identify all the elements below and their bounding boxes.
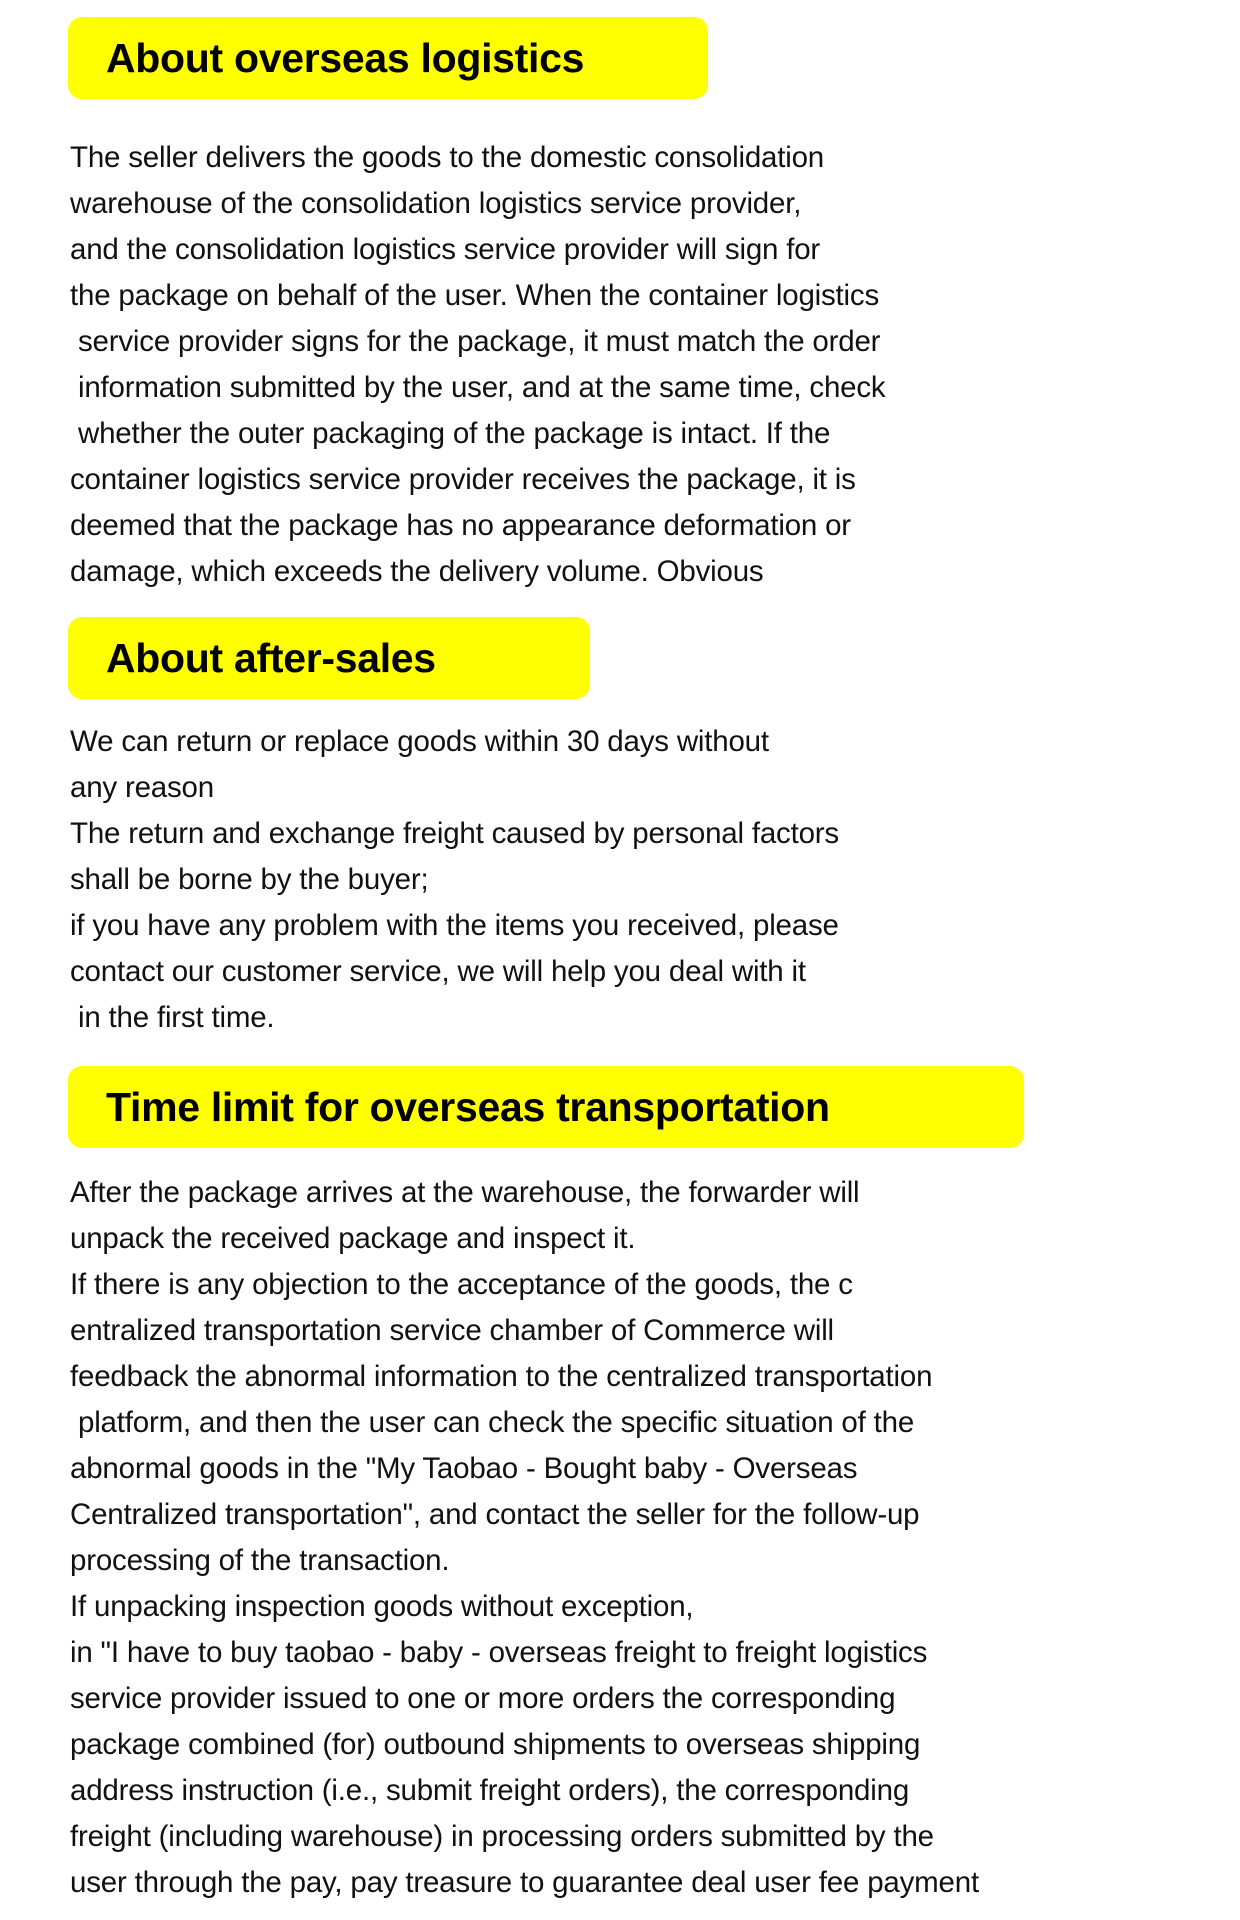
heading-transport-time-limit <box>68 1066 1024 1148</box>
section-title: Time limit for overseas transportation <box>106 1083 830 1130</box>
paragraph-line: unpack the received package and inspect it. <box>70 1222 636 1255</box>
paragraph-line: in "I have to buy taobao - baby - overseas freight to freight logistics <box>70 1636 928 1669</box>
section-title: About after-sales <box>106 634 436 681</box>
heading-overseas-logistics <box>68 17 708 99</box>
paragraph-line: abnormal goods in the "My Taobao - Bought baby - Overseas <box>70 1452 858 1485</box>
paragraph-line: shall be borne by the buyer; <box>70 863 429 896</box>
paragraph-line: We can return or replace goods within 30 days without <box>70 725 769 758</box>
paragraph-line: in the first time. <box>70 1001 275 1034</box>
paragraph-line: entralized transportation service chamber of Commerce will <box>70 1314 834 1347</box>
paragraph-line: After the package arrives at the warehouse, the forwarder will <box>70 1176 860 1209</box>
transport-time-limit-text <box>70 1170 1220 1906</box>
paragraph-line: The return and exchange freight caused by personal factors <box>70 817 839 850</box>
paragraph-line: service provider issued to one or more orders the corresponding <box>70 1682 896 1715</box>
paragraph-line: deemed that the package has no appearance deformation or <box>70 509 851 542</box>
paragraph-line: package combined (for) outbound shipments to overseas shipping <box>70 1728 921 1761</box>
paragraph-line: platform, and then the user can check the specific situation of the <box>70 1406 915 1439</box>
paragraph-line: and the consolidation logistics service provider will sign for <box>70 233 821 266</box>
paragraph-line: freight (including warehouse) in processing orders submitted by the <box>70 1820 934 1853</box>
paragraph-line: address instruction (i.e., submit freight orders), the corresponding <box>70 1774 910 1807</box>
paragraph-line: if you have any problem with the items you received, please <box>70 909 839 942</box>
paragraph-line: The seller delivers the goods to the domestic consolidation <box>70 141 824 174</box>
after-sales-text <box>70 719 1220 1041</box>
paragraph-line: damage, which exceeds the delivery volume. Obvious <box>70 555 764 588</box>
paragraph-line: container logistics service provider receives the package, it is <box>70 463 856 496</box>
paragraph-line: whether the outer packaging of the package is intact. If the <box>70 417 831 450</box>
paragraph-line: any reason <box>70 771 214 804</box>
section-title: About overseas logistics <box>106 34 585 81</box>
paragraph-line: warehouse of the consolidation logistics service provider, <box>70 187 802 220</box>
paragraph-line: feedback the abnormal information to the centralized transportation <box>70 1360 933 1393</box>
paragraph-line: processing of the transaction. <box>70 1544 450 1577</box>
paragraph-line: Centralized transportation", and contact the seller for the follow-up <box>70 1498 920 1531</box>
paragraph-line: user through the pay, pay treasure to guarantee deal user fee payment <box>70 1866 979 1899</box>
heading-after-sales <box>68 617 590 699</box>
paragraph-line: If unpacking inspection goods without exception, <box>70 1590 694 1623</box>
paragraph-line: If there is any objection to the acceptance of the goods, the c <box>70 1268 853 1301</box>
overseas-logistics-text <box>70 135 1220 595</box>
paragraph-line: information submitted by the user, and at the same time, check <box>70 371 886 404</box>
paragraph-line: the package on behalf of the user. When the container logistics <box>70 279 880 312</box>
paragraph-line: service provider signs for the package, it must match the order <box>70 325 881 358</box>
paragraph-line: contact our customer service, we will help you deal with it <box>70 955 806 988</box>
